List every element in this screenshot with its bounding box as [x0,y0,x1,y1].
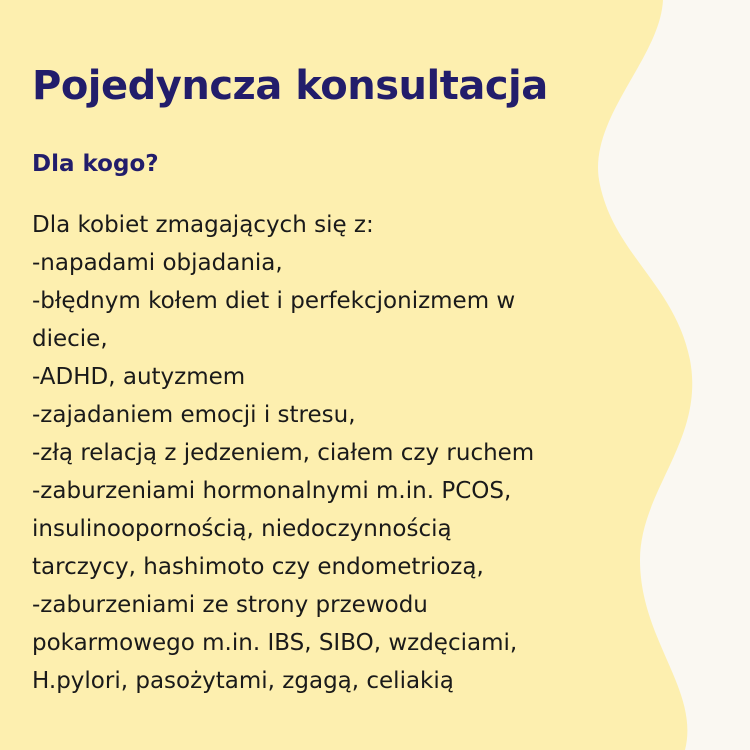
page-title: Pojedyncza konsultacja [32,63,548,109]
list-item: -zaburzeniami hormonalnymi m.in. PCOS, insulinoopornością, niedoczynnością tarczycy, hashimoto czy endometriozą, [32,478,512,580]
conditions-list [32,244,672,700]
list-item: -napadami objadania, [32,250,283,276]
list-item: -zaburzeniami ze strony przewodu pokarmowego m.in. IBS, SIBO, wzdęciami, H.pylori, pasożytami, zgagą, celiakią [32,592,518,694]
intro-text: Dla kobiet zmagających się z: [32,212,374,238]
list-item: -zajadaniem emocji i stresu, [32,402,356,428]
card-content [32,58,672,700]
section-heading: Dla kogo? [32,151,159,177]
list-item: -złą relacją z jedzeniem, ciałem czy ruchem [32,440,535,466]
list-item: -błędnym kołem diet i perfekcjonizmem w diecie, [32,288,516,352]
list-item: -ADHD, autyzmem [32,364,246,390]
